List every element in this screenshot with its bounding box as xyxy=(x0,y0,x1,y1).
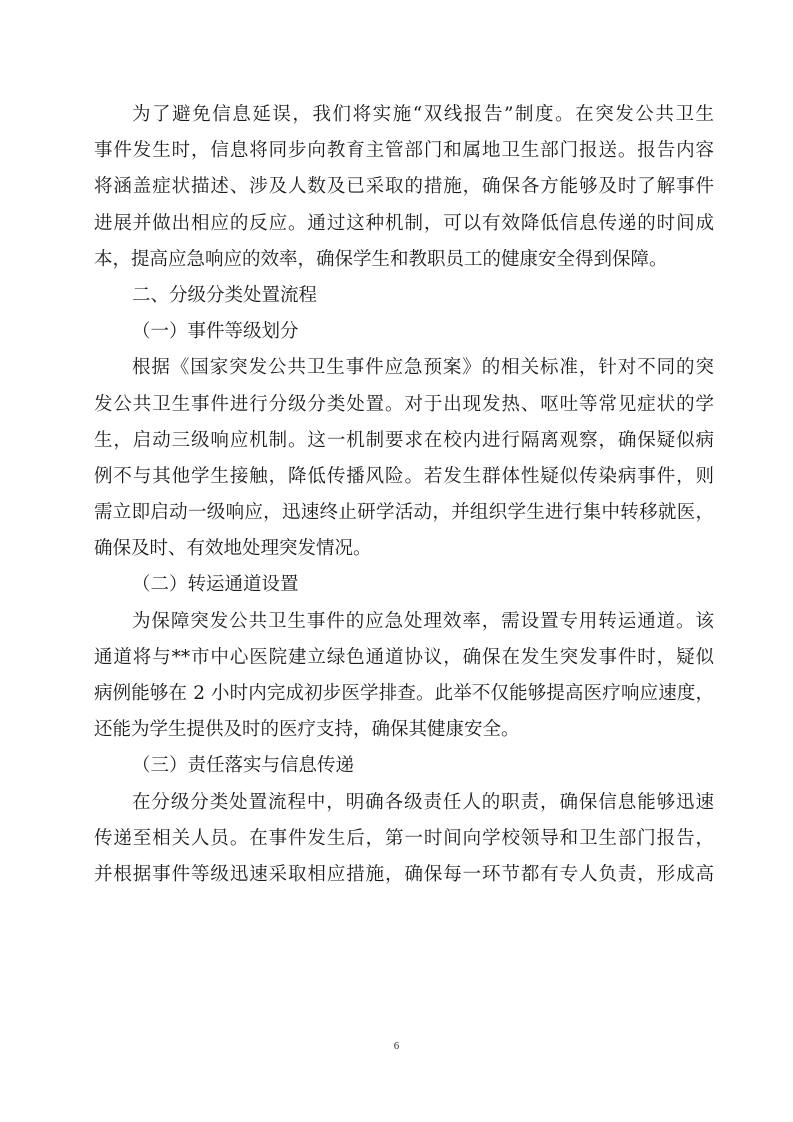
text-line: 生，启动三级响应机制。这一机制要求在校内进行隔离观察，确保疑似病 xyxy=(94,429,714,451)
page-number: 6 xyxy=(393,1040,400,1052)
text-line: 事件发生时，信息将同步向教育主管部门和属地卫生部门报送。报告内容 xyxy=(94,140,714,162)
text-line: 发公共卫生事件进行分级分类处置。对于出现发热、呕吐等常见症状的学 xyxy=(94,393,714,415)
subsection-heading: （三）责任落实与信息传递 xyxy=(132,755,355,777)
section-heading: 二、分级分类处置流程 xyxy=(132,284,318,306)
text-line: 为保障突发公共卫生事件的应急处理效率，需设置专用转运通道。该 xyxy=(132,610,714,632)
text-line: 为了避免信息延误，我们将实施“双线报告”制度。在突发公共卫生 xyxy=(132,104,714,125)
text-line: 确保及时、有效地处理突发情况。 xyxy=(94,538,372,560)
text-line: 在分级分类处置流程中，明确各级责任人的职责，确保信息能够迅速 xyxy=(132,791,714,813)
text-line: 需立即启动一级响应，迅速终止研学活动，并组织学生进行集中转移就医， xyxy=(94,502,714,524)
text-line: 进展并做出相应的反应。通过这种机制，可以有效降低信息传递的时间成 xyxy=(94,212,714,234)
text-line: 根据《国家突发公共卫生事件应急预案》的相关标准，针对不同的突 xyxy=(132,357,714,379)
text-line: 传递至相关人员。在事件发生后，第一时间向学校领导和卫生部门报告， xyxy=(94,827,714,849)
document-body xyxy=(94,97,714,893)
text-line: 本，提高应急响应的效率，确保学生和教职员工的健康安全得到保障。 xyxy=(94,248,668,270)
text-line: 病例能够在 2 小时内完成初步医学排查。此举不仅能够提高医疗响应速度， xyxy=(94,683,714,704)
text-line: 例不与其他学生接触，降低传播风险。若发生群体性疑似传染病事件，则 xyxy=(94,465,714,487)
text-line: 将涵盖症状描述、涉及人数及已采取的措施，确保各方能够及时了解事件 xyxy=(94,176,714,198)
text-line: 并根据事件等级迅速采取相应措施，确保每一环节都有专人负责，形成高 xyxy=(94,863,714,885)
paragraph-event-levels xyxy=(94,350,714,567)
subsection-heading: （二）转运通道设置 xyxy=(132,574,299,596)
paragraph-double-line-report xyxy=(94,97,714,278)
paragraph-transfer-channel xyxy=(94,604,714,749)
text-line: 通道将与**市中心医院建立绿色通道协议，确保在发生突发事件时，疑似 xyxy=(94,646,714,668)
text-line: 还能为学生提供及时的医疗支持，确保其健康安全。 xyxy=(94,719,520,741)
subsection-heading: （一）事件等级划分 xyxy=(132,321,299,343)
paragraph-responsibility xyxy=(94,785,714,894)
